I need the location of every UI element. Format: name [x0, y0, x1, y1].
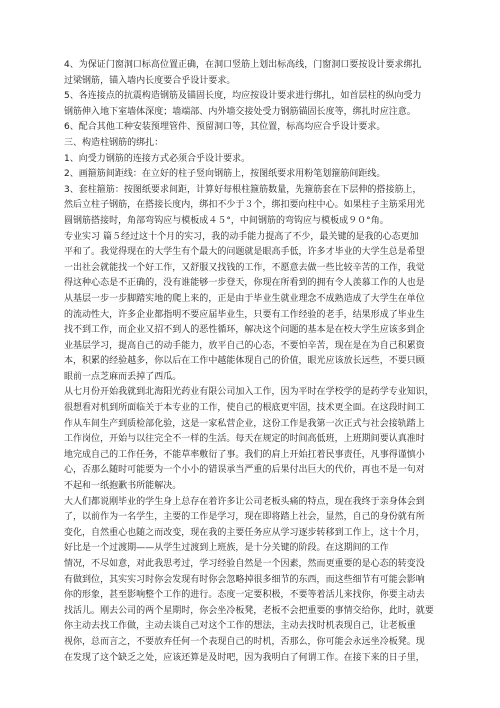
text-line: 专业实习 篇５经过这十个月的实习，我的动手能力提高了不少，最关键的是我的心态更加 [64, 231, 419, 242]
text-line: 找不到工作，而企业又招不到人的恶性循环，解决这个问题的基本是在校大学生应该多到企 [64, 325, 425, 336]
text-line: 5、各连接点的抗震构造钢筋及锚固长度，均应按设计要求进行绑扎，如首层柱的纵向受力 [64, 91, 422, 102]
text-line: 好比是一个过渡期——从学生过渡到上班族，是十分关键的阶段。在这期间的工作 [64, 543, 389, 554]
text-line: 平和了。我觉得现在的大学生有个最大的问题就是眼高手低，许多才毕业的大学生总是希望 [64, 247, 425, 258]
text-line: 从基层一步一步脚踏实地的爬上来的，正是由于毕业生就业理念不成熟造成了大学生在单位 [64, 293, 425, 304]
text-line: 你主动去找工作做，主动去谈自己对这个工作的想法，主动去找时机表现自己，让老板重 [64, 621, 416, 632]
text-line: 然后立柱子钢筋，在搭接长度内，绑扣不少于３个，绑扣要向柱中心。如果柱子主筋采用光 [64, 200, 425, 211]
text-line: 三、构造柱钢筋的绑扎： [64, 137, 164, 148]
document-body [64, 58, 436, 666]
text-line: 不起和一纸抱歉书所能解决。 [64, 481, 182, 492]
text-line: 本，积累的经验越多，你以后在工作中越能体现自己的价值，眼光应该放长远些，不要只顾 [64, 356, 425, 367]
text-line: 2、画箍筋间距线：在立好的柱子竖向钢筋上，按图纸要求用粉笔划箍筋间距线。 [64, 169, 386, 180]
text-line: 情况，不尽如意，对此我思考过，学习经验自然是一个因素，然而更重要的是心态的转变没 [64, 559, 425, 569]
text-line: 心，否那么随时可能要为一个小小的错误承当严重的后果付出巨大的代价，再也不是一句对 [64, 465, 425, 476]
text-line: 变化，自然重心也随之而改变，现在我的主要任务应从学习逐步转移到工作上，这十个月， [64, 527, 425, 538]
text-line: 4、为保证门窗洞口标高位置正确，在洞口竖筋上划出标高线，门窗洞口要按设计要求绑扎 [64, 60, 422, 70]
text-line: 在发现了这个缺乏之处，应该还算是及时吧，因为我明白了何谓工作。在接下来的日子里， [64, 652, 425, 663]
text-line: 你的形象，甚至影响整个工作的进行。态度一定要积极，不要等着活儿来找你，你要主动去 [64, 590, 425, 601]
text-line: 圆钢筋搭接时，角部弯钩应与模板成４５°，中间钢筋的弯钩应与模板成９０°角。 [64, 215, 389, 226]
text-line: 找活儿。刚去公司的两个星期时，你会坐冷板凳，老板不会把重要的事情交给你，此时，就要 [64, 605, 434, 616]
text-line: 钢筋伸入地下室墙体深度；墙端部、内外墙交接处受力钢筋锚固长度等，绑扎时应注意。 [64, 106, 416, 117]
text-line: 业基层学习，提高自己的动手能力，放平自己的心态，不要怕辛苦，现在是在为自己积累资 [64, 340, 425, 351]
text-line: 眼前一点芝麻而丢掉了西瓜。 [64, 371, 182, 382]
text-line: 6、配合其他工种安装预埋管件、预留洞口等，其位置，标高均应合乎设计要求。 [64, 122, 386, 133]
text-line: 工作岗位，开始与以往完全不一样的生活。每天在规定的时间高低班，上班期间要认真准时 [64, 434, 425, 445]
text-line: 得这种心态是不正确的，没有谁能够一步登天，你现在所看到的拥有令人羡慕工作的人也是 [64, 278, 425, 289]
text-line: 大人们都说刚毕业的学生身上总存在着许多让公司老板头痛的特点，现在我终于亲身体会到 [64, 496, 425, 507]
text-line: 3、套柱箍筋：按图纸要求间距，计算好每根柱箍筋数量，先箍筋套在下层伸的搭接筋上， [64, 184, 422, 195]
text-line: 作从车间生产到质检部化验，这是一家私营企业，这份工作是我第一次正式与社会接轨踏上 [64, 418, 425, 429]
text-line: 有做到位，其实实习时你会发现有时你会忽略掉很多细节的东西，而这些细节有可能会影响 [64, 574, 425, 585]
text-line: 一出社会就能找一个好工作，又舒服又找钱的工作，不愿意去做一些比较辛苦的工作，我觉 [64, 262, 425, 273]
text-line: 视你，总而言之，不要放弃任何一个表现自己的时机，否那么，你可能会永远坐冷板凳。现 [64, 636, 425, 647]
text-line: 的流动性大，许多企业都指明不要应届毕业生，只要有工作经验的老手，结果形成了毕业生 [64, 309, 425, 320]
text-line: 了，以前作为一名学生，主要的工作是学习，现在即将踏上社会，显然，自己的身份就有所 [64, 512, 425, 523]
text-line: 很想看对机到所面临关于本专业的工作，使自己的根底更牢固，技术更全面。在这段时间工 [64, 403, 425, 414]
text-line: 过梁钢筋，锚入墙内长度要合乎设计要求。 [64, 75, 236, 86]
text-line: 1、向受力钢筋的连接方式必须合乎设计要求。 [64, 153, 251, 164]
text-line: 从七月份开始我就到北海阳光药业有限公司加入工作，因为平时在学校学的是药学专业知识， [64, 387, 434, 398]
text-line: 地完成自己的工作任务，不能草率敷衍了事。我们的肩上开始扛着民事责任，凡事得谨慎小 [64, 449, 425, 460]
